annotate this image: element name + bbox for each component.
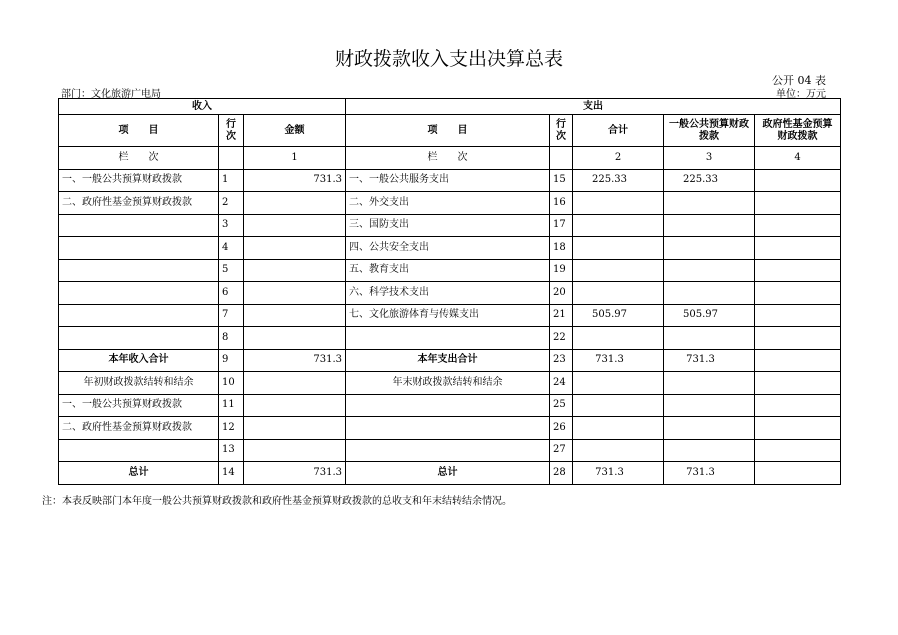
income-item-header: 项 目 <box>59 115 219 147</box>
expense-gov-fund <box>755 304 841 327</box>
expense-gov-fund <box>755 214 841 237</box>
expense-total <box>573 372 664 395</box>
expense-total <box>573 282 664 305</box>
expense-row-number: 26 <box>550 417 573 440</box>
report-title: 财政拨款收入支出决算总表 <box>334 48 563 70</box>
expense-general-budget <box>664 394 755 417</box>
expense-item: 四、公共安全支出 <box>346 237 550 260</box>
expense-row-number: 28 <box>550 462 573 485</box>
expense-general-budget: 505.97 <box>664 304 755 327</box>
expense-total <box>573 417 664 440</box>
group-header-row <box>59 99 841 115</box>
expense-total: 731.3 <box>573 349 664 372</box>
expense-total <box>573 237 664 260</box>
income-item: 二、政府性基金预算财政拨款 <box>59 192 219 215</box>
expense-gov-fund <box>755 417 841 440</box>
income-amount <box>244 259 346 282</box>
income-row-number: 12 <box>219 417 244 440</box>
expense-item-header: 项 目 <box>346 115 550 147</box>
table-row <box>59 327 841 350</box>
expense-gov-fund <box>755 169 841 192</box>
table-row <box>59 417 841 440</box>
expense-row-number: 24 <box>550 372 573 395</box>
expense-row-number: 19 <box>550 259 573 282</box>
income-amount <box>244 394 346 417</box>
expense-general-budget: 731.3 <box>664 462 755 485</box>
expense-gov-fund <box>755 237 841 260</box>
income-amount <box>244 417 346 440</box>
expense-gov-fund <box>755 282 841 305</box>
expense-general-budget <box>664 327 755 350</box>
income-amount <box>244 192 346 215</box>
income-group-header: 收入 <box>59 99 346 115</box>
expense-row-number: 15 <box>550 169 573 192</box>
expense-total <box>573 192 664 215</box>
expense-row-number: 18 <box>550 237 573 260</box>
table-row <box>59 439 841 462</box>
income-item <box>59 259 219 282</box>
expense-total <box>573 439 664 462</box>
income-item: 年初财政拨款结转和结余 <box>59 372 219 395</box>
income-row-number: 1 <box>219 169 244 192</box>
general-col-number: 3 <box>664 147 755 170</box>
expense-total <box>573 214 664 237</box>
table-row <box>59 304 841 327</box>
expense-general-budget <box>664 237 755 260</box>
expense-general-budget <box>664 192 755 215</box>
column-header-row <box>59 115 841 147</box>
expense-general-budget: 225.33 <box>664 169 755 192</box>
expense-row-number: 22 <box>550 327 573 350</box>
income-item <box>59 439 219 462</box>
income-item: 一、一般公共预算财政拨款 <box>59 169 219 192</box>
expense-item: 五、教育支出 <box>346 259 550 282</box>
table-row <box>59 282 841 305</box>
expense-total-header: 合计 <box>573 115 664 147</box>
expense-row-number: 21 <box>550 304 573 327</box>
income-item <box>59 214 219 237</box>
income-amount <box>244 237 346 260</box>
expense-total <box>573 259 664 282</box>
expense-gov-fund <box>755 349 841 372</box>
expense-gov-fund <box>755 327 841 350</box>
income-item: 本年收入合计 <box>59 349 219 372</box>
expense-lanci: 栏 次 <box>346 147 550 170</box>
income-row-number: 9 <box>219 349 244 372</box>
income-amount: 731.3 <box>244 169 346 192</box>
expense-total <box>573 394 664 417</box>
expense-rowno-header: 行次 <box>550 115 573 147</box>
income-row-number: 5 <box>219 259 244 282</box>
expense-row-number: 16 <box>550 192 573 215</box>
table-row <box>59 169 841 192</box>
expense-group-header: 支出 <box>346 99 841 115</box>
expense-gov-fund <box>755 259 841 282</box>
expense-item <box>346 394 550 417</box>
income-amount <box>244 282 346 305</box>
expense-general-header: 一般公共预算财政拨款 <box>664 115 755 147</box>
income-item <box>59 304 219 327</box>
expense-general-budget: 731.3 <box>664 349 755 372</box>
expense-item: 三、国防支出 <box>346 214 550 237</box>
table-row <box>59 259 841 282</box>
expense-row-number: 25 <box>550 394 573 417</box>
unit-label: 单位：万元 <box>776 89 826 100</box>
table-row <box>59 214 841 237</box>
expense-general-budget <box>664 282 755 305</box>
income-row-number: 3 <box>219 214 244 237</box>
expense-total: 225.33 <box>573 169 664 192</box>
expense-gov-fund <box>755 394 841 417</box>
expense-row-number: 17 <box>550 214 573 237</box>
income-amount <box>244 439 346 462</box>
expense-item: 二、外交支出 <box>346 192 550 215</box>
expense-item: 年末财政拨款结转和结余 <box>346 372 550 395</box>
income-row-number: 8 <box>219 327 244 350</box>
expense-total: 505.97 <box>573 304 664 327</box>
expense-item <box>346 439 550 462</box>
income-lanci-blank <box>219 147 244 170</box>
expense-item: 七、文化旅游体育与传媒支出 <box>346 304 550 327</box>
total-col-number: 2 <box>573 147 664 170</box>
expense-general-budget <box>664 214 755 237</box>
expense-total: 731.3 <box>573 462 664 485</box>
department-label: 部门：文化旅游广电局 <box>61 89 161 100</box>
footnote: 注：本表反映部门本年度一般公共预算财政拨款和政府性基金预算财政拨款的总收支和年末结转结余情况。 <box>42 496 512 507</box>
income-row-number: 11 <box>219 394 244 417</box>
income-amount <box>244 327 346 350</box>
expense-row-number: 20 <box>550 282 573 305</box>
income-item: 二、政府性基金预算财政拨款 <box>59 417 219 440</box>
expense-item: 本年支出合计 <box>346 349 550 372</box>
fund-col-number: 4 <box>755 147 841 170</box>
expense-total <box>573 327 664 350</box>
budget-table <box>58 98 841 485</box>
expense-general-budget <box>664 417 755 440</box>
form-code: 公开 04 表 <box>772 74 826 87</box>
income-row-number: 10 <box>219 372 244 395</box>
income-row-number: 14 <box>219 462 244 485</box>
income-item <box>59 327 219 350</box>
income-amount <box>244 214 346 237</box>
expense-general-budget <box>664 439 755 462</box>
income-amount <box>244 304 346 327</box>
expense-row-number: 27 <box>550 439 573 462</box>
expense-gov-fund <box>755 439 841 462</box>
table-row <box>59 372 841 395</box>
income-col-number: 1 <box>244 147 346 170</box>
table-row <box>59 462 841 485</box>
income-rowno-header: 行次 <box>219 115 244 147</box>
income-row-number: 2 <box>219 192 244 215</box>
table-row <box>59 349 841 372</box>
income-item: 总计 <box>59 462 219 485</box>
income-row-number: 13 <box>219 439 244 462</box>
table-row <box>59 394 841 417</box>
expense-item: 总计 <box>346 462 550 485</box>
expense-gov-fund <box>755 192 841 215</box>
income-row-number: 7 <box>219 304 244 327</box>
expense-item: 一、一般公共服务支出 <box>346 169 550 192</box>
income-amount: 731.3 <box>244 462 346 485</box>
expense-item <box>346 417 550 440</box>
income-amount-header: 金额 <box>244 115 346 147</box>
expense-gov-fund <box>755 372 841 395</box>
income-item: 一、一般公共预算财政拨款 <box>59 394 219 417</box>
income-row-number: 6 <box>219 282 244 305</box>
expense-gov-fund <box>755 462 841 485</box>
income-item <box>59 237 219 260</box>
table-row <box>59 237 841 260</box>
expense-fund-header: 政府性基金预算财政拨款 <box>755 115 841 147</box>
income-amount <box>244 372 346 395</box>
expense-lanci-blank <box>550 147 573 170</box>
column-number-row <box>59 147 841 170</box>
expense-general-budget <box>664 259 755 282</box>
expense-general-budget <box>664 372 755 395</box>
expense-item <box>346 327 550 350</box>
table-row <box>59 192 841 215</box>
expense-item: 六、科学技术支出 <box>346 282 550 305</box>
income-amount: 731.3 <box>244 349 346 372</box>
expense-row-number: 23 <box>550 349 573 372</box>
income-row-number: 4 <box>219 237 244 260</box>
income-lanci: 栏 次 <box>59 147 219 170</box>
income-item <box>59 282 219 305</box>
